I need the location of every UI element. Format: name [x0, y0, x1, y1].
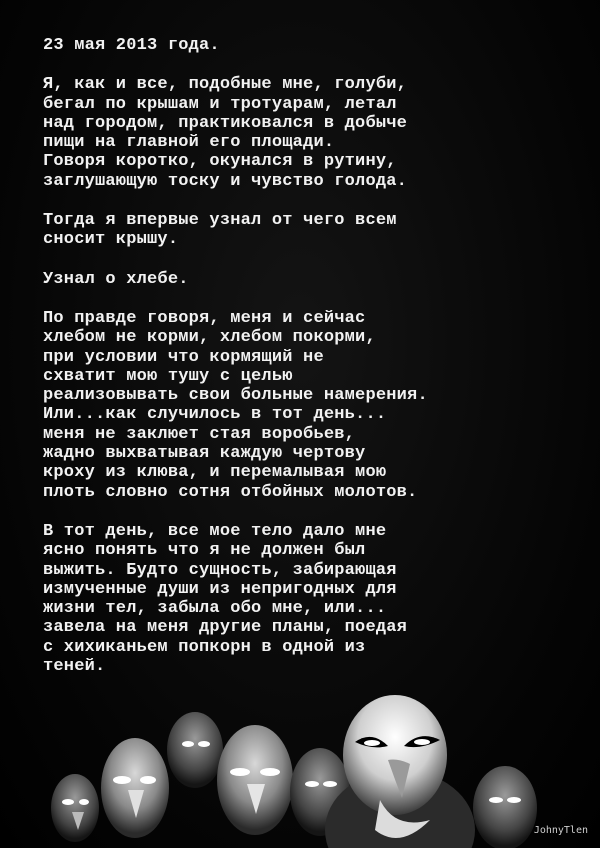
- paragraph-4: По правде говоря, меня и сейчас хлебом не корми, хлебом покорми, при условии что кормящий не схватит мою тушу с целью реализовывать свои больные намерения. Или...как случилось в тот день... меня не заклюет стая воробьев, жадно выхватывая каждую чертову кроху из клюва, и перемалывая мою плоть словно сотня отбойных молотов.: [43, 308, 428, 502]
- pigeon-main: [325, 695, 475, 848]
- birds-illustration: [0, 680, 600, 848]
- paragraph-1: Я, как и все, подобные мне, голуби, бегал по крышам и тротуарам, летал над городом, практиковался в добыче пищи на главной его площади. Говоря коротко, окунался в рутину, заглушающую тоску и чувство голода.: [43, 75, 408, 191]
- pigeon-left-medium: [101, 738, 169, 838]
- pigeon-right: [473, 766, 537, 848]
- pigeon-left-small: [51, 774, 99, 842]
- date-line: 23 мая 2013 года.: [43, 36, 220, 55]
- pigeon-center: [217, 725, 293, 835]
- paragraph-2: Тогда я впервые узнал от чего всем сносит крышу.: [43, 211, 397, 250]
- paragraph-5: В тот день, все мое тело дало мне ясно понять что я не должен был выжить. Будто сущность, забирающая измученные души из непригодных для жизни тел, забыла обо мне, или... завела на меня другие планы, поедая с хихиканьем попкорн в одной из теней.: [43, 521, 408, 677]
- story-text: [43, 36, 573, 696]
- pigeon-back-1: [167, 712, 223, 788]
- paragraph-3: Узнал о хлебе.: [43, 269, 189, 289]
- author-signature: JohnyTlen: [533, 825, 588, 836]
